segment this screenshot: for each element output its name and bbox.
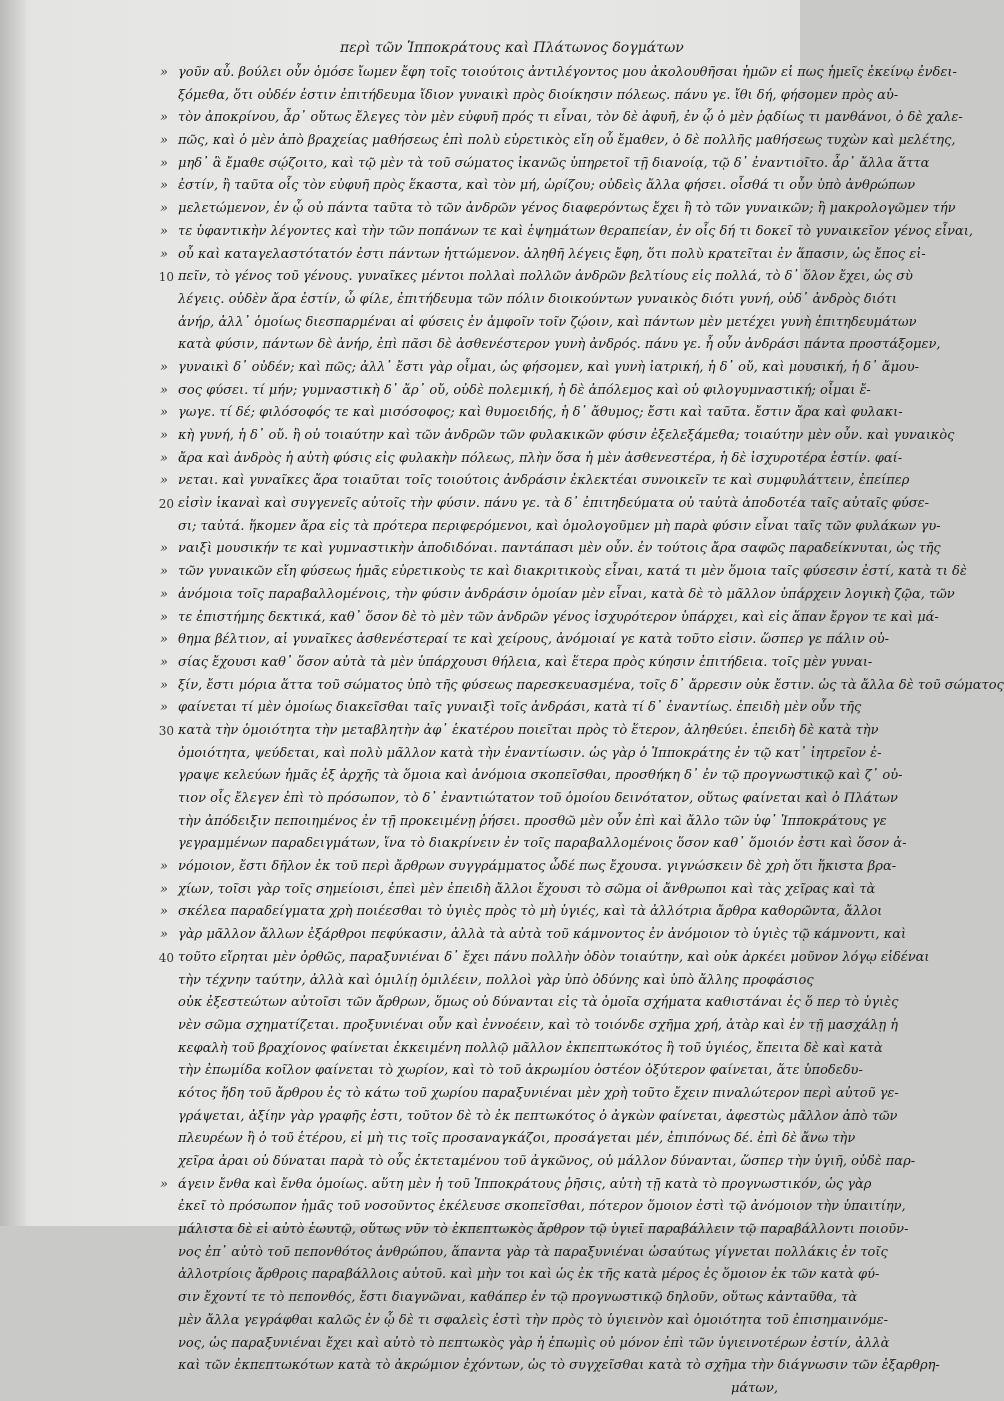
line-text: σκέλεα παραδείγματα χρὴ ποιέεσθαι τὸ ὑγιὲς πρὸς τὸ μὴ ὑγιές, καὶ τὰ ἀλλότρια ἄρθρα καθορῶντα, ἄλλοι <box>178 904 883 920</box>
text-line <box>178 1015 899 1038</box>
text-line <box>178 1219 909 1242</box>
text-line <box>160 924 907 947</box>
quotation-margin-mark: » <box>160 473 168 489</box>
text-line <box>160 470 910 493</box>
running-head: περὶ τῶν Ἱπποκράτους καὶ Πλάτωνος δογμάτων <box>340 40 684 56</box>
quotation-margin-mark: » <box>160 155 168 171</box>
quotation-margin-mark: » <box>160 450 168 466</box>
line-number: 20 <box>158 497 174 512</box>
quotation-margin-mark: » <box>160 881 168 897</box>
quotation-margin-mark: » <box>160 564 168 580</box>
quotation-margin-mark: » <box>160 677 168 693</box>
text-line <box>178 1106 898 1129</box>
text-block <box>158 62 1004 1396</box>
text-line <box>158 947 930 970</box>
quotation-margin-mark: » <box>160 859 168 875</box>
line-text: νεται. καὶ γυναῖκες ἄρα τοιαῦται τοῖς τοιούτοις ἀνδράσιν ἐκλεκτέαι συνοικεῖν τε καὶ συμφυλάττειν, ἐπείπερ <box>178 473 910 489</box>
text-line <box>178 1242 888 1265</box>
text-line <box>178 992 899 1015</box>
line-text: γυναικὶ δ᾽ οὐδέν; καὶ πῶς; ἀλλ᾽ ἔστι γὰρ οἶμαι, ὡς φήσομεν, καὶ γυνὴ ἰατρική, ἡ δ᾽ οὔ, καὶ μουσική, ἡ δ᾽ ἄμου- <box>178 359 920 375</box>
line-text: κεφαλὴ τοῦ βραχίονος φαίνεται ἐκκειμένη πολλῷ μᾶλλον ἐκπεπτωκότος ἢ τοῦ ὑγιέος, ἔπειτα δὲ καὶ κατὰ <box>178 1040 883 1056</box>
text-line <box>160 425 955 448</box>
text-line <box>160 107 963 130</box>
quotation-margin-mark: » <box>160 586 168 602</box>
line-text: τὸν ἀποκρίνου, ἆρ᾽ οὕτως ἔλεγες τὸν μὲν εὐφυῆ πρός τι εἶναι, τὸν δὲ ἀφυῆ, ἐν ᾧ ὁ μὲν ῥᾳδίως τι μανθάνοι, ὁ δὲ χαλε- <box>178 110 963 126</box>
line-text: ναιξὶ μουσικήν τε καὶ γυμναστικὴν ἀποδιδόναι. παντάπασι μὲν οὖν. ἐν τούτοις ἄρα σαφῶς παραδείκνυται, ὡς τῆς <box>178 541 941 557</box>
quotation-margin-mark: » <box>160 110 168 126</box>
line-text: τῶν γυναικῶν εἴη φύσεως ἡμᾶς εὑρετικοὺς τε καὶ διακριτικοὺς εἶναι, κατά τι μὲν ὅμοια ταῖς φύσεσιν ἐστί, κατὰ τι δὲ <box>178 564 967 580</box>
line-text: πῶς, καὶ ὁ μὲν ἀπὸ βραχείας μαθήσεως ἐπὶ πολὺ εὑρετικὸς εἴη οὗ ἔμαθεν, ὁ δὲ πολλῆς μαθήσεως τυχὼν καὶ μελέτης, <box>178 133 956 149</box>
line-text: οὐκ ἐξεστεώτων αὐτοῖσι τῶν ἄρθρων, ὅμως οὐ δύνανται εἰς τὰ ὁμοῖα σχήματα καθιστάναι ἐς ὅ περ τὸ ὑγιὲς <box>178 995 899 1011</box>
text-line <box>160 879 876 902</box>
line-text: γεγραμμένων παραδειγμάτων, ἵνα τὸ διακρίνειν ἐν τοῖς παραβαλλομένοις ὅσον καθ᾽ ὅμοιόν ἐστι καὶ ὅσον ἀ- <box>178 836 907 852</box>
line-text: κὴ γυνή, ἡ δ᾽ οὔ. ἢ οὐ τοιαύτην καὶ τῶν ἀνδρῶν τῶν φυλακικῶν φύσιν ἐξελεξάμεθα; τοιαύτην μὲν οὖν. καὶ γυναικὸς <box>178 428 955 443</box>
line-text: μηδ᾽ ἃ ἔμαθε σῴζοιτο, καὶ τῷ μὲν τὰ τοῦ σώματος ἱκανῶς ὑπηρετοῖ τῇ διανοίᾳ, τῷ δ᾽ ἐναντιοῖτο. ἆρ᾽ ἄλλα ἅττα <box>178 155 930 171</box>
line-number: 10 <box>158 270 174 285</box>
quotation-margin-mark: » <box>160 1176 168 1192</box>
text-line <box>158 493 930 516</box>
line-text: κατὰ τὴν ὁμοιότητα τὴν μεταβλητὴν ἀφ᾽ ἑκατέρου ποιεῖται πρὸς τὸ ἕτερον, ἀληθεύει. ἐπειδὴ δὲ κατὰ τὴν <box>178 722 879 738</box>
text-line <box>160 652 873 675</box>
text-line <box>178 743 882 766</box>
line-text: τοῦτο εἴρηται μὲν ὀρθῶς, παραξυνιέναι δ᾽ ἔχει πάνυ πολλὴν ὁδὸν τοιαύτην, καὶ οὐκ ἀρκέει μοῦνον λόγῳ εἰδέναι <box>178 949 930 965</box>
line-text: τὴν τέχνην ταύτην, ἀλλὰ καὶ ὁμιλίῃ ὁμιλέειν, πολλοὶ γὰρ ὑπὸ ὀδύνης καὶ ὑπὸ ἄλλης προφάσιος <box>178 972 814 988</box>
text-line <box>160 153 930 176</box>
line-text: πεῖν, τὸ γένος τοῦ γένους. γυναῖκες μέντοι πολλαὶ πολλῶν ἀνδρῶν βελτίους εἰς πολλά, τὸ δ᾽ ὅλον ἔχει, ὡς σὺ <box>178 269 913 285</box>
text-line <box>178 833 907 856</box>
text-line <box>160 357 920 380</box>
text-line <box>178 1287 858 1310</box>
text-line <box>178 970 814 993</box>
text-line <box>178 811 887 834</box>
quotation-margin-mark: » <box>160 65 168 80</box>
line-text: φαίνεται τί μὲν ὁμοίως διακεῖσθαι ταῖς γυναιξὶ τοῖς ἀνδράσι, κατὰ τί δ᾽ ἐναντίως. ἐπειδὴ μὲν οὖν τῆς <box>178 700 862 716</box>
text-line <box>178 289 897 312</box>
line-text: ἐκεῖ τὸ πρόσωπον ἡμᾶς τοῦ νοσοῦντος ἐκέλευσε σκοπεῖσθαι, πότερον ὅμοιον ἐστὶ τῷ ἀνόμοιον τὴν ὑπαιτίην, <box>178 1199 906 1215</box>
text-line <box>160 380 871 403</box>
quotation-margin-mark: » <box>160 927 168 943</box>
line-text: πλευρέων ἢ ὁ τοῦ ἑτέρου, εἰ μὴ τις τοῖς προσαναγκάζοι, προσάγεται μέν, ἐπιπόνως δέ. ἐπὶ δὲ ἄνω τὴν <box>178 1131 856 1147</box>
quotation-margin-mark: » <box>160 541 168 557</box>
text-line <box>178 1060 863 1083</box>
quotation-margin-mark: » <box>160 133 168 149</box>
line-text: θημα βέλτιον, αἱ γυναῖκες ἀσθενέστεραί τε καὶ χείρους, ἀνόμοιαί γε κατὰ τοῦτο εἰσιν. ὥσπερ γε πάλιν οὐ- <box>178 632 890 648</box>
line-text: εἰσὶν ἱκαναὶ καὶ συγγενεῖς αὐτοῖς τὴν φύσιν. πάνυ γε. τὰ δ᾽ ἐπιτηδεύματα οὐ ταὐτὰ ἀποδοτέα ταῖς αὐταῖς φύσε- <box>178 496 930 512</box>
quotation-margin-mark: » <box>160 609 168 625</box>
text-line <box>158 720 879 743</box>
line-text: τὴν ἀπόδειξιν πεποιημένος ἐν τῇ προκειμένῃ ῥήσει. προσθῶ μὲν οὖν ἐπὶ καὶ ἄλλο τῶν ὑφ᾽ Ἱπποκράτους γε <box>178 813 887 829</box>
line-text: λέγεις. οὐδὲν ἄρα ἐστίν, ὦ φίλε, ἐπιτήδευμα τῶν πόλιν διοικούντων γυναικὸς διότι γυνή, οὐδ᾽ ἀνδρὸς διότι <box>178 291 897 307</box>
line-text: ἀνόμοια τοῖς παραβαλλομένοις, τὴν φύσιν ἀνδράσιν ὁμοίαν μὲν εἶναι, κατὰ δὲ τὸ μᾶλλον ὑπάρχειν λογικὴ ζῷα, τῶν <box>178 586 955 602</box>
line-text: μὲν ἄλλα γεγράφθαι καλῶς ἐν ᾧ δὲ τι σφαλεὶς ἐστὶ τὴν πρὸς τὸ ὑγιεινὸν καὶ ὁμοιότητα τοῦ ἐπισημαινόμε- <box>178 1312 888 1328</box>
quotation-margin-mark: » <box>160 904 168 920</box>
text-line <box>178 516 941 539</box>
text-line <box>160 198 956 221</box>
line-text: γράψεται, ἀξίην γὰρ γραφῆς ἐστι, τοῦτον δὲ τὸ ἐκ πεπτωκότος ὁ ἀγκὼν φαίνεται, ἀφεστὼς μᾶλλον ἀπὸ τῶν <box>178 1108 898 1124</box>
text-line <box>178 1378 778 1401</box>
text-line <box>160 584 955 607</box>
line-text: καὶ τῶν ἐκπεπτωκότων κατὰ τὸ ἀκρώμιον ἐχόντων, ὡς τὸ συγχεῖσθαι κατὰ τὸ σχῆμα τὴν διάγνωσιν τῶν ἐξαρθρη- <box>178 1358 940 1374</box>
line-text: μελετώμενον, ἐν ᾧ οὐ πάντα ταῦτα τὸ τῶν ἀνδρῶν γένος διαφερόντως ἔχει ἢ τὸ τῶν γυναικῶν; ἢ μακρολογῶμεν τήν <box>178 201 956 217</box>
page-gutter <box>0 0 26 1226</box>
text-line <box>160 62 957 85</box>
text-line <box>178 1196 906 1219</box>
text-line <box>178 85 899 108</box>
line-text: γοῦν αὖ. βούλει οὖν ὁμόσε ἴωμεν ἔφη τοῖς τοιούτοις ἀντιλέγοντος μου ἀκολουθῆσαι ἡμῶν εἰ πως ἡμεῖς ἐκείνῳ ἐνδει- <box>178 65 957 80</box>
line-text: νὲν σῶμα σχηματίζεται. προξυνιέναι οὖν καὶ ἐννοέειν, καὶ τὸ τοιόνδε σχῆμα χρή, ἀτὰρ καὶ ἐν τῇ μασχάλῃ ἡ <box>178 1017 899 1033</box>
text-line <box>160 538 941 561</box>
line-text: ἐστίν, ἢ ταῦτα οἷς τὸν εὐφυῆ πρὸς ἕκαστα, καὶ τὸν μή, ὡρίζου; οὐδεὶς ἄλλα φήσει. οἶσθά τι οὖν ὑπὸ ἀνθρώπων <box>178 178 916 194</box>
line-number: 40 <box>158 950 174 965</box>
line-text: οὗ καὶ καταγελαστότατόν ἐστι πάντων ἡττώμενον. ἀληθῆ λέγεις ἔφη, ὅτι πολὺ κρατεῖται ἐν ἅπασιν, ὡς ἔπος εἰ- <box>178 246 926 262</box>
line-text: ἄρα καὶ ἀνδρὸς ἡ αὐτὴ φύσις εἰς φυλακὴν πόλεως, πλὴν ὅσα ἡ μὲν ἀσθενεστέρα, ἡ δὲ ἰσχυροτέρα ἐστίν. φαί- <box>178 450 903 466</box>
quotation-margin-mark: » <box>160 359 168 375</box>
line-text: σίας ἔχουσι καθ᾽ ὅσον αὐτὰ τὰ μὲν ὑπάρχουσι θήλεια, καὶ ἕτερα πρὸς κύησιν ἐπιτήδεια. τοῖς μὲν γυναι- <box>178 654 873 670</box>
text-line <box>160 901 883 924</box>
line-text: τὴν ἐπωμίδα κοῖλον φαίνεται τὸ χωρίον, καὶ τὸ τοῦ ἀκρωμίου ὀστέον ὀξύτερον φαίνεται, ἅτε ὑποδεδυ- <box>178 1063 863 1079</box>
quotation-margin-mark: » <box>160 654 168 670</box>
line-text: γραψε κελεύων ἡμᾶς ἐξ ἀρχῆς τὰ ὅμοια καὶ ἀνόμοια σκοπεῖσθαι, προσθήκη δ᾽ ἐν τῷ προγνωστικῷ καὶ ζ᾽ οὐ- <box>178 768 903 784</box>
line-text: τιον οἷς ἔλεγεν ἐπὶ τὸ πρόσωπον, τὸ δ᾽ ἐναντιώτατον τοῦ ὁμοίου δεινότατον, οὕτως φαίνεται καὶ ὁ Πλάτων <box>178 791 898 806</box>
text-line <box>178 1128 856 1151</box>
text-line <box>160 675 1004 698</box>
text-line <box>158 266 913 289</box>
text-line <box>178 1151 916 1174</box>
text-line <box>160 130 956 153</box>
line-text: ἀλλοτρίοις ἄρθροις παραβάλλοις αὐτοῦ. καὶ μὴν τοι καὶ ὡς ἐκ τῆς κατὰ μέρος ἐς ὅμοιον ἐκ τῶν κατὰ φύ- <box>178 1267 880 1283</box>
quotation-margin-mark: » <box>160 428 168 443</box>
text-line <box>178 312 917 335</box>
text-line <box>178 1310 888 1333</box>
text-line <box>160 244 926 267</box>
quotation-margin-mark: » <box>160 246 168 262</box>
text-line <box>160 175 916 198</box>
quotation-margin-mark: » <box>160 700 168 716</box>
text-line <box>160 561 967 584</box>
text-line <box>178 1083 899 1106</box>
line-text: σιν ἔχοντί τε τὸ πεπονθός, ἔστι διαγνῶναι, καθάπερ ἐν τῷ προγνωστικῷ δηλοῦν, οὕτως κἀνταῦθα, τὰ <box>178 1290 858 1306</box>
text-line <box>178 765 903 788</box>
quotation-margin-mark: » <box>160 382 168 398</box>
line-text: ξίν, ἔστι μόρια ἅττα τοῦ σώματος ὑπὸ τῆς φύσεως παρεσκευασμένα, τοῖς δ᾽ ἄρρεσιν οὐκ ἔστιν. ὡς τὰ ἄλλα δὲ τοῦ σώματος <box>178 677 1004 693</box>
text-line <box>160 448 903 471</box>
text-line <box>160 402 903 425</box>
text-line <box>160 697 862 720</box>
text-line <box>160 221 973 244</box>
line-text: τε ὑφαντικὴν λέγοντες καὶ τὴν τῶν ποπάνων τε καὶ ἑψημάτων θεραπείαν, ἐν οἷς δή τι δοκεῖ τὸ γυναικεῖον γένος εἶναι, <box>178 223 973 239</box>
line-text: τε ἐπιστήμης δεκτικά, καθ᾽ ὅσον δὲ τὸ μὲν τῶν ἀνδρῶν γένος ἰσχυρότερον ὑπάρχει, καὶ εἰς ἅπαν ἔργον τε καὶ μά- <box>178 609 939 625</box>
line-text: σος φύσει. τί μήν; γυμναστικὴ δ᾽ ἄρ᾽ οὔ, οὐδὲ πολεμική, ἡ δὲ ἀπόλεμος καὶ οὐ φιλογυμναστική; οἶμαι ἔ- <box>178 382 871 398</box>
line-text: ὁμοιότητα, ψεύδεται, καὶ πολὺ μᾶλλον κατὰ τὴν ἐναντίωσιν. ὡς γὰρ ὁ Ἱπποκράτης ἐν τῷ κατ᾽ ἰητρεῖον ἐ- <box>178 745 882 761</box>
quotation-margin-mark: » <box>160 201 168 217</box>
text-line <box>178 1333 890 1356</box>
line-text: κότος ἤδη τοῦ ἄρθρου ἐς τὸ κάτω τοῦ χωρίου παραξυνιέναι μὲν χρὴ τοῦτο ἔχειν πιναλώτερον περὶ αὐτοῦ γε- <box>178 1085 899 1101</box>
line-text: χίων, τοῖσι γὰρ τοῖς σημείοισι, ἐπεὶ μὲν ἐπειδὴ ἄλλοι ἔχουσι τὸ σῶμα οἱ ἄνθρωποι καὶ τὰς χεῖρας καὶ τὰ <box>178 881 876 897</box>
text-line <box>178 1355 940 1378</box>
line-text: γὰρ μᾶλλον ἄλλων ἐξάρθροι πεφύκασιν, ἀλλὰ τὰ αὐτὰ τοῦ κάμνοντος ἐν ἀνόμοιον τὸ ὑγιὲς τῷ κάμνοντι, καὶ <box>178 927 907 943</box>
text-line <box>160 1174 872 1197</box>
quotation-margin-mark: » <box>160 405 168 421</box>
text-line <box>178 1264 880 1287</box>
line-text: γωγε. τί δέ; φιλόσοφός τε καὶ μισόσοφος; καὶ θυμοειδής, ἡ δ᾽ ἄθυμος; ἔστι καὶ ταῦτα. ἔστιν ἄρα καὶ φυλακι- <box>178 405 903 421</box>
line-text: ξόμεθα, ὅτι οὐδέν ἐστιν ἐπιτήδευμα ἴδιον γυναικὶ πρὸς διοίκησιν πόλεως. πάνυ γε. ἴθι δή, φήσομεν πρὸς αὐ- <box>178 87 899 103</box>
text-line <box>178 1038 883 1061</box>
text-line <box>178 788 898 811</box>
line-text: κατὰ φύσιν, πάντων δὲ ἀνήρ, ἐπὶ πᾶσι δὲ ἀσθενέστερον γυνὴ ἀνδρός. πάνυ γε. ἦ οὖν ἀνδράσι πάντα προστάξομεν, <box>178 337 941 353</box>
line-text: μάτων, <box>730 1380 778 1396</box>
text-line <box>160 629 890 652</box>
text-line <box>160 607 939 630</box>
line-text: μάλιστα δὲ εἰ αὐτὸ ἑωυτῷ, οὕτως νῦν τὸ ἐκπεπτωκὸς ἄρθρον τῷ ὑγιεῖ παραβάλλειν τῷ παραβάλλοντι ποιοῦν- <box>178 1222 909 1238</box>
line-text: σι; ταὐτά. ἥκομεν ἄρα εἰς τὰ πρότερα περιφερόμενοι, καὶ ὁμολογοῦμεν μὴ παρὰ φύσιν εἶναι ταῖς τῶν φυλάκων γυ- <box>178 518 941 534</box>
line-text: χεῖρα ἀραι οὐ δύναται παρὰ τὸ οὖς ἐκτεταμένου τοῦ ἀγκῶνος, οὐ μάλλον δύνανται, ὥσπερ τὴν ὑγιῆ, οὐδὲ παρ- <box>178 1154 916 1169</box>
line-text: ἀνήρ, ἀλλ᾽ ὁμοίως διεσπαρμέναι αἱ φύσεις ἐν ἀμφοῖν τοῖν ζῴοιν, καὶ πάντων μὲν μετέχει γυνὴ ἐπιτηδευμάτων <box>178 314 917 330</box>
line-text: νόμοιον, ἔστι δῆλον ἐκ τοῦ περὶ ἄρθρων συγγράμματος ὧδέ πως ἔχουσα. γιγνώσκειν δὲ χρὴ ὅτι ἥκιστα βρα- <box>178 859 897 875</box>
quotation-margin-mark: » <box>160 223 168 239</box>
text-line <box>178 334 941 357</box>
line-number: 30 <box>158 723 174 738</box>
quotation-margin-mark: » <box>160 632 168 648</box>
line-text: άγειν ἔνθα καὶ ἔνθα ὁμοίως. αὕτη μὲν ἡ τοῦ Ἱπποκράτους ῥῆσις, αὐτὴ τῇ κατὰ τὸ προγνωστικόν, ὡς γὰρ <box>178 1176 872 1192</box>
quotation-margin-mark: » <box>160 178 168 194</box>
text-line <box>160 856 897 879</box>
line-text: νος ἐπ᾽ αὐτὸ τοῦ πεπονθότος ἀνθρώπου, ἅπαντα γὰρ τὰ παραξυνιέναι ὡσαύτως γίγνεται πολλάκις ἐν τοῖς <box>178 1244 888 1260</box>
line-text: νος, ὡς παραξυνιέναι ἔχει καὶ αὐτὸ τὸ πεπτωκὸς γὰρ ἡ ἐπωμὶς οὐ μόνον ἐπὶ τῶν ὑγιεινοτέρων ἐστίν, ἀλλὰ <box>178 1335 890 1351</box>
